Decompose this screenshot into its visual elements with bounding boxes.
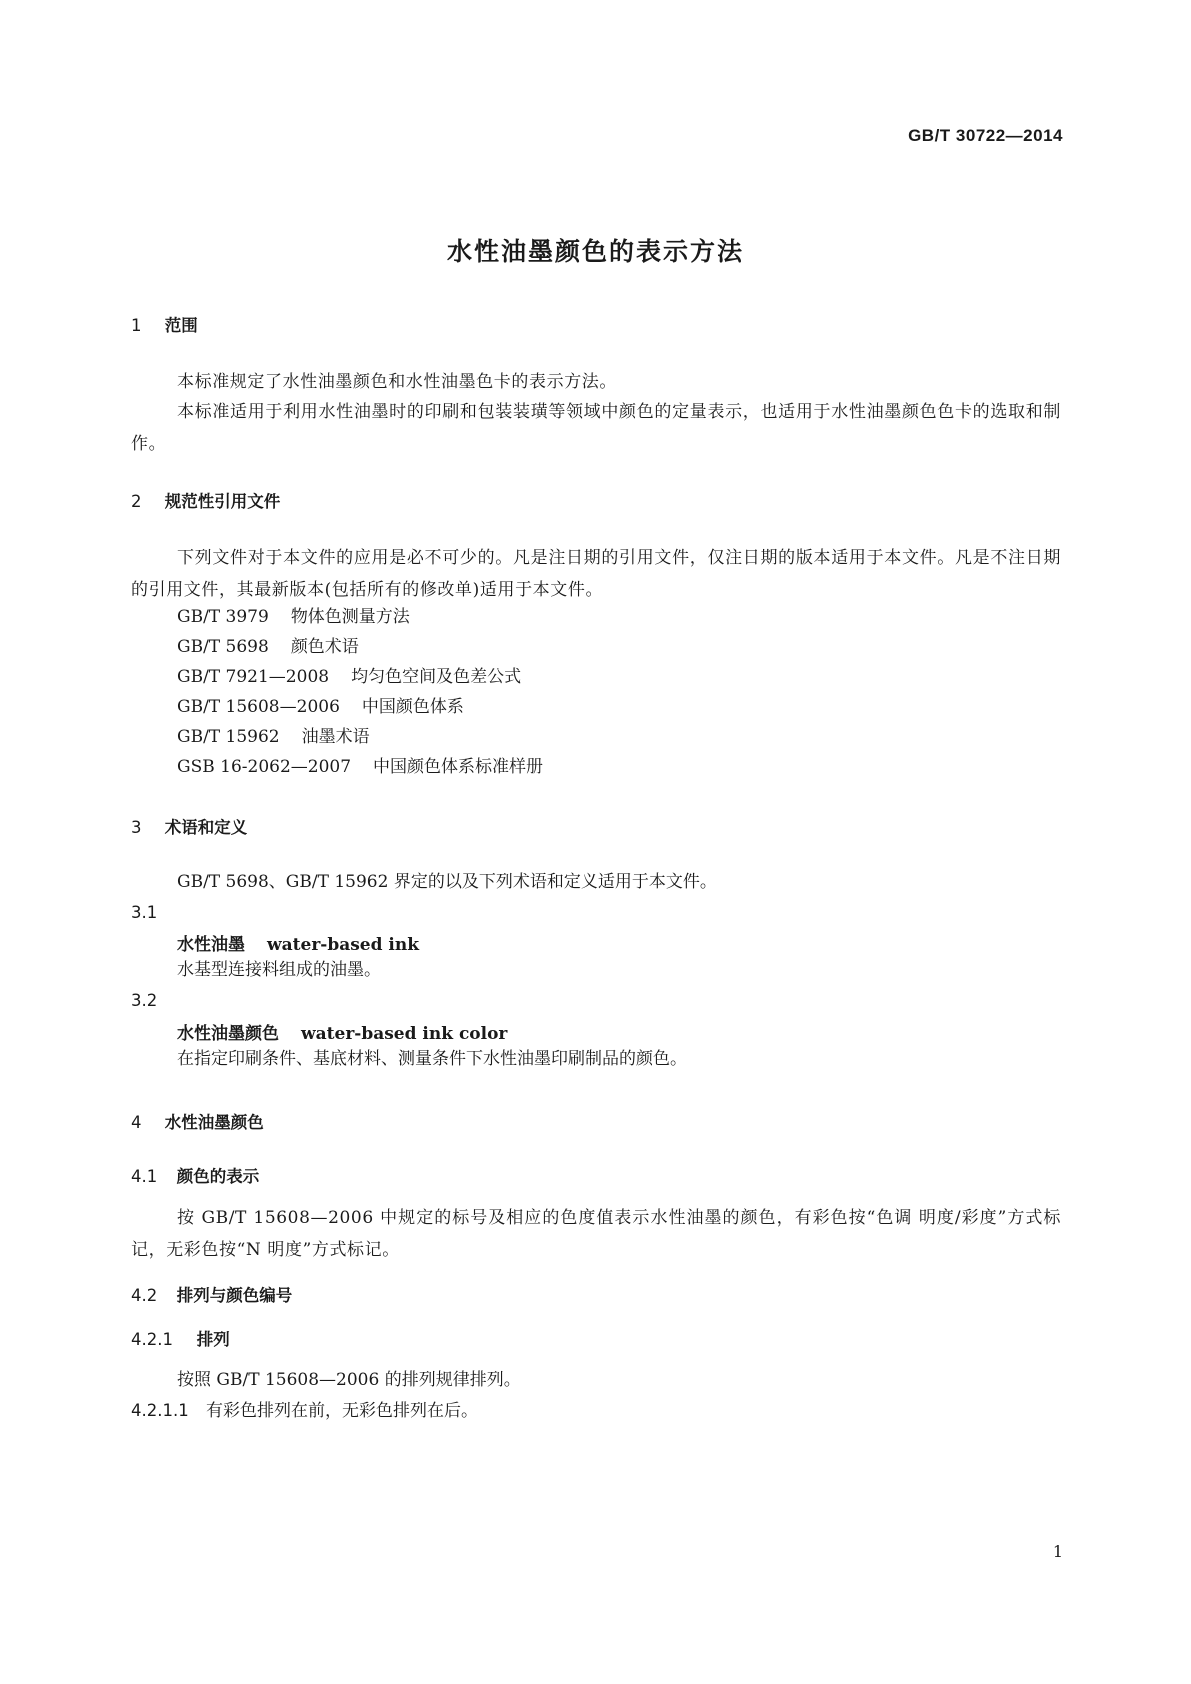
section-4-2-1-heading [131, 1326, 230, 1350]
section-4-2-heading [131, 1282, 292, 1306]
normative-reference [177, 601, 410, 633]
section-1-heading [131, 312, 198, 336]
term-number: 3.2 [131, 991, 158, 1010]
section-4-2-1-1-clause [131, 1395, 478, 1427]
reference-code: GB/T 7921—2008 [177, 667, 330, 687]
section-title: 规范性引用文件 [164, 492, 281, 511]
section-number: 4 [131, 1113, 142, 1132]
term-zh: 水性油墨颜色 [177, 1024, 279, 1044]
section-title: 范围 [164, 316, 198, 335]
section-1-paragraph-1: 本标准规定了水性油墨颜色和水性油墨色卡的表示方法。 [177, 372, 617, 392]
reference-name: 均匀色空间及色差公式 [351, 667, 522, 687]
section-4-1-heading [131, 1163, 259, 1187]
term-heading [177, 1019, 507, 1044]
section-3-paragraph-1: GB/T 5698、GB/T 15962 界定的以及下列术语和定义适用于本文件。 [177, 872, 717, 892]
term-number: 3.1 [131, 903, 158, 922]
section-title: 术语和定义 [164, 818, 248, 837]
clause-number: 4.2.1.1 [131, 1401, 189, 1420]
reference-name: 物体色测量方法 [290, 607, 410, 627]
reference-code: GB/T 15608—2006 [177, 697, 340, 717]
section-title: 水性油墨颜色 [164, 1113, 264, 1132]
term-definition: 在指定印刷条件、基底材料、测量条件下水性油墨印刷制品的颜色。 [177, 1049, 687, 1069]
section-4-1-paragraph-1: 按 GB/T 15608—2006 中规定的标号及相应的色度值表示水性油墨的颜色，有彩色按“色调 明度/彩度”方式标记，无彩色按“N 明度”方式标记。 [131, 1208, 1061, 1260]
section-3-heading [131, 814, 247, 838]
reference-name: 中国颜色体系 [361, 697, 464, 717]
reference-name: 中国颜色体系标准样册 [373, 757, 544, 777]
section-4-heading [131, 1109, 264, 1133]
normative-reference [177, 661, 521, 693]
section-1-paragraph-2: 本标准适用于利用水性油墨时的印刷和包装装璜等领域中颜色的定量表示，也适用于水性油墨颜色色卡的选取和制作。 [131, 402, 1061, 454]
clause-text: 有彩色排列在前，无彩色排列在后。 [206, 1401, 478, 1421]
section-2-paragraph-1: 下列文件对于本文件的应用是必不可少的。凡是注日期的引用文件，仅注日期的版本适用于本文件。凡是不注日期的引用文件，其最新版本(包括所有的修改单)适用于本文件。 [131, 548, 1061, 600]
standard-code: GB/T 30722—2014 [908, 126, 1063, 145]
section-number: 3 [131, 818, 142, 837]
term-heading [177, 930, 419, 955]
document-title: 水性油墨颜色的表示方法 [446, 237, 744, 266]
reference-code: GB/T 15962 [177, 727, 280, 747]
reference-code: GB/T 3979 [177, 607, 269, 627]
reference-name: 颜色术语 [290, 637, 359, 657]
reference-code: GB/T 5698 [177, 637, 269, 657]
section-title: 排列 [196, 1330, 230, 1349]
section-4-2-1-paragraph-1: 按照 GB/T 15608—2006 的排列规律排列。 [177, 1370, 521, 1390]
section-number: 1 [131, 316, 142, 335]
normative-reference [177, 631, 359, 663]
section-number: 4.2.1 [131, 1330, 173, 1349]
reference-code: GSB 16-2062—2007 [177, 757, 352, 777]
page-number: 1 [1052, 1542, 1063, 1561]
section-title: 排列与颜色编号 [176, 1286, 293, 1305]
section-title: 颜色的表示 [176, 1167, 260, 1186]
term-en: water-based ink [267, 935, 420, 955]
term-definition: 水基型连接料组成的油墨。 [177, 960, 381, 980]
normative-reference [177, 721, 370, 753]
section-number: 4.2 [131, 1286, 158, 1305]
normative-reference [177, 751, 543, 783]
section-number: 4.1 [131, 1167, 158, 1186]
section-number: 2 [131, 492, 142, 511]
term-zh: 水性油墨 [177, 935, 245, 955]
term-en: water-based ink color [301, 1024, 508, 1044]
normative-reference [177, 691, 464, 723]
reference-name: 油墨术语 [301, 727, 370, 747]
section-2-heading [131, 488, 280, 512]
